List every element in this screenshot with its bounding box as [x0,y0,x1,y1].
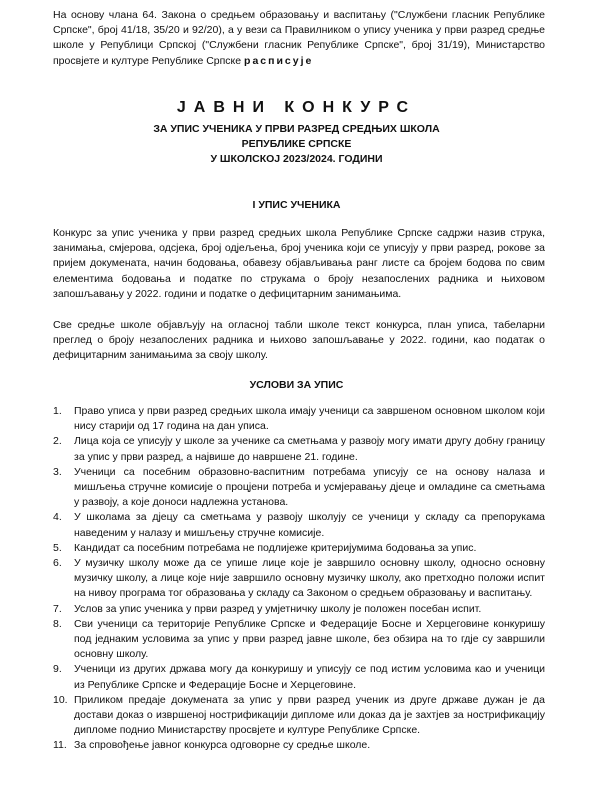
list-item [53,556,545,602]
subtitle-line-1: ЗА УПИС УЧЕНИКА У ПРВИ РАЗРЕД СРЕДЊИХ ШКОЛА [153,123,440,135]
intro-emphasis: расписује [244,54,314,67]
list-item-number: 10. [53,693,68,706]
list-item [53,510,545,540]
section-paragraph-2: Све средње школе објављују на огласној табли школе текст конкурса, план уписа, табеларни преглед о броју незапослених радника и њихово запошљавање у 2022. години, као податак о дефицитарним занимањима за своју школу. [53,319,545,362]
section-heading-conditions: УСЛОВИ ЗА УПИС [249,379,344,391]
section-paragraph-1: Конкурс за упис ученика у први разред средњих школа Републике Српске садржи назив струка, занимања, смјерова, одсјека, број одјељења, број ученика који се уписују у први разред, рокове за пријем докумената, начин бодовања, обавезу објављивања ранг листе са бројем бодова по свим елементима бодовања и податке по струкама о броју незапослених радника и њиховом запошљавању у 2022. години и податке о дефицитарним занимањима. [53,227,545,300]
list-item-number: 1. [53,405,62,417]
list-item [53,434,545,464]
list-item-text: У школама за дјецу са сметњама у развоју школују се ученици у складу са препорукама наведеним у налазу и мишљењу стручне комисије. [74,511,545,539]
list-item [53,662,545,692]
subtitle-line-2: РЕПУБЛИКЕ СРПСКЕ [241,138,352,150]
document-title: ЈАВНИ КОНКУРС [176,99,417,116]
list-item [53,602,545,617]
list-item-text: Лица која се уписују у школе за ученике са сметњама у развоју могу имати другу добну границу за упис у први разред, а највише до навршене 21. године. [74,435,545,463]
list-item-text: Приликом предаје докумената за упис у први разред ученик из друге државе дужан је да достави доказ о извршеној нострификацији дипломе или доказ да је захтјев за нострификацију дипломе поднио Министарству просвјете и културе Републике Српске. [74,693,545,737]
list-item [53,404,545,434]
section-heading-enrollment: I УПИС УЧЕНИКА [252,199,341,211]
list-item-text: Ученици са посебним образовно-васпитним потребама уписују се на основу налаза и мишљења стручне комисије о процјени потреба и усмјеравању дјеце и омладине са сметњама у развоју, а које доноси надлежна установа. [74,465,545,509]
intro-text: На основу члана 64. Закона о средњем образовању и васпитању ("Службени гласник Републике Српске", број 41/18, 35/20 и 92/20), а у вези са Правилником о упису ученика у први разред средње школе у Републици Српској ("Службени гласник Републике Српске", број 31/19), Министарство просвјете и културе Републике Српске [53,9,545,67]
list-item-text: Услов за упис ученика у први разред у умјетничку школу је положен посебан испит. [74,602,482,615]
list-item-number: 6. [53,557,62,570]
list-item-number: 7. [53,602,62,615]
list-item-number: 9. [53,663,62,676]
intro-paragraph [53,8,545,69]
list-item [53,617,545,663]
list-item [53,465,545,511]
list-item-text: Право уписа у први разред средњих школа имају ученици са завршеном основном школом који нису старији од 17 година на дан уписа. [74,405,545,433]
list-item-number: 8. [53,617,62,630]
list-item-text: Ученици из других држава могу да конкуришу и уписују се под истим условима као и ученици из Републике Српске и Федерације Босне и Херцеговине. [74,663,545,691]
conditions-list [53,404,545,754]
list-item-text: У музичку школу може да се упише лице које је завршило основну школу, односно основну музичку школу, а лице које није завршило основну музичку школу, ако претходно положи испит на нивоу програма тог образовања у складу са Законом о средњем образовању и васпитању. [74,557,545,600]
list-item-number: 4. [53,511,62,524]
list-item-number: 3. [53,465,62,478]
list-item-number: 5. [53,541,62,554]
list-item-text: Сви ученици са територије Републике Српске и Федерације Босне и Херцеговине конкуришу под једнаким условима за упис у први разред јавне школе, без обзира на то гдје су завршили основну школу. [74,617,545,661]
list-item-text: Кандидат са посебним потребама не подлијеже критеријумима бодовања за упис. [74,541,477,554]
list-item [53,738,545,753]
subtitle-line-3: У ШКОЛСКОЈ 2023/2024. ГОДИНИ [210,153,383,165]
list-item-text: За спровођење јавног конкурса одговорне су средње школе. [74,739,371,752]
list-item-number: 2. [53,435,62,448]
list-item [53,541,545,556]
list-item [53,693,545,739]
list-item-number: 11. [53,739,67,752]
